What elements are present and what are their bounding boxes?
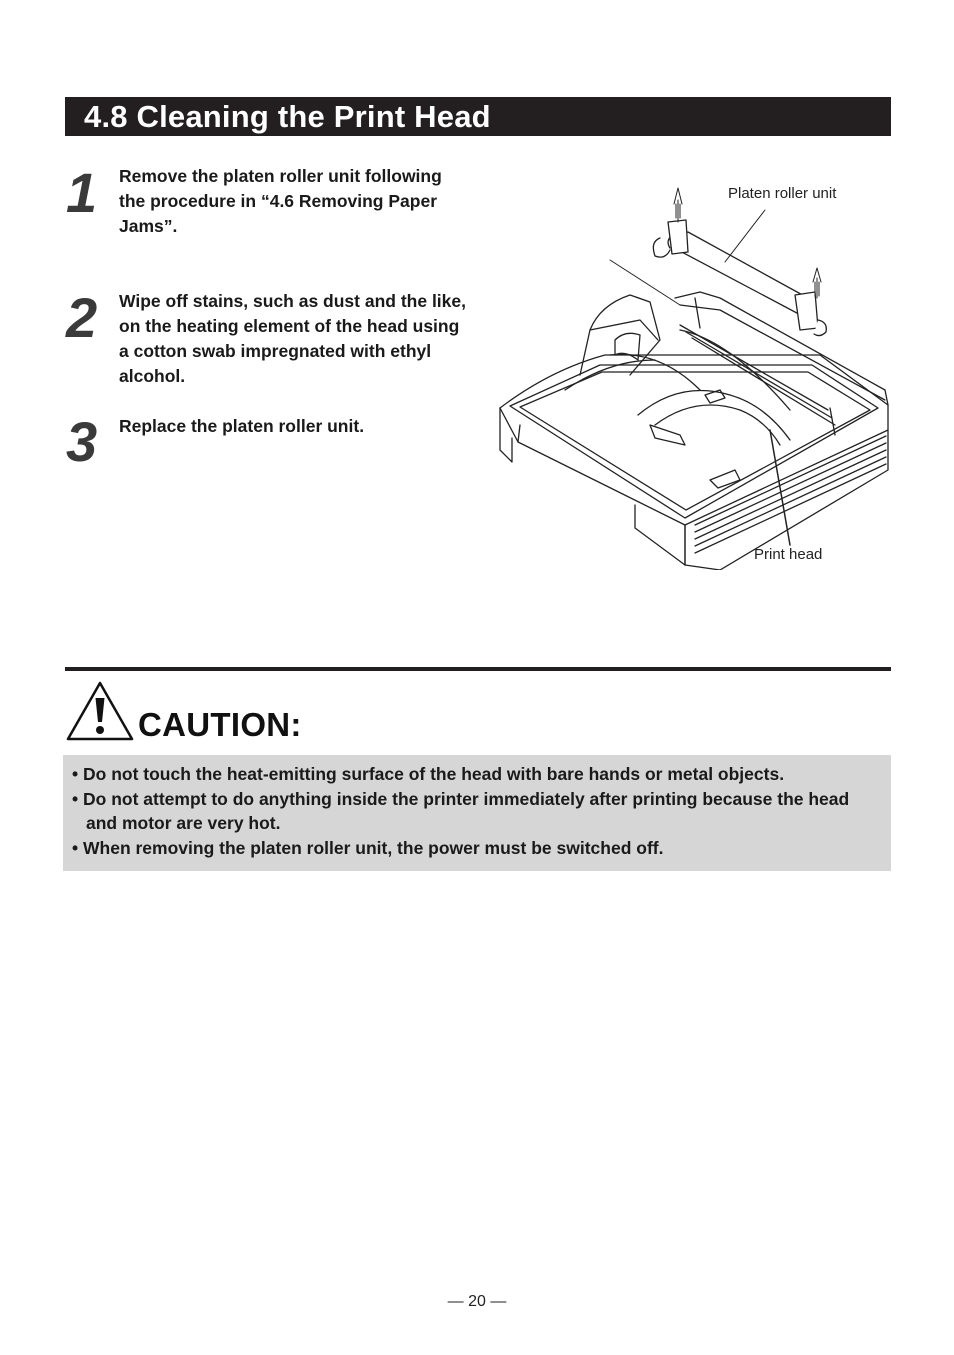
printer-illustration: [490, 180, 900, 570]
caution-item: • Do not attempt to do anything inside the printer immediately after printing because the head and motor are very hot.: [72, 787, 883, 836]
platen-roller-unit-label: Platen roller unit: [728, 185, 837, 202]
step-3-text: Replace the platen roller unit.: [119, 416, 365, 436]
caution-item: • When removing the platen roller unit, the power must be switched off.: [72, 836, 883, 861]
caution-title: CAUTION:: [138, 706, 302, 743]
warning-triangle-icon: [65, 680, 135, 742]
print-head-label: Print head: [754, 546, 823, 563]
step-1-text: Remove the platen roller unit following the procedure in “4.6 Removing Paper Jams”.: [119, 166, 442, 236]
page-number: — 20 —: [447, 1293, 507, 1310]
printer-drawing: [490, 180, 900, 570]
step-3-number: 3: [66, 410, 96, 473]
step-2-number: 2: [66, 286, 96, 349]
caution-item: • Do not touch the heat-emitting surface of the head with bare hands or metal objects.: [72, 762, 883, 787]
caution-divider: [65, 667, 891, 671]
caution-box: [63, 755, 891, 871]
step-1-number: 1: [66, 161, 96, 224]
step-2-text: Wipe off stains, such as dust and the like, on the heating element of the head using a cotton swab impregnated with ethyl alcohol.: [119, 291, 466, 386]
section-title: 4.8 Cleaning the Print Head: [65, 97, 891, 136]
